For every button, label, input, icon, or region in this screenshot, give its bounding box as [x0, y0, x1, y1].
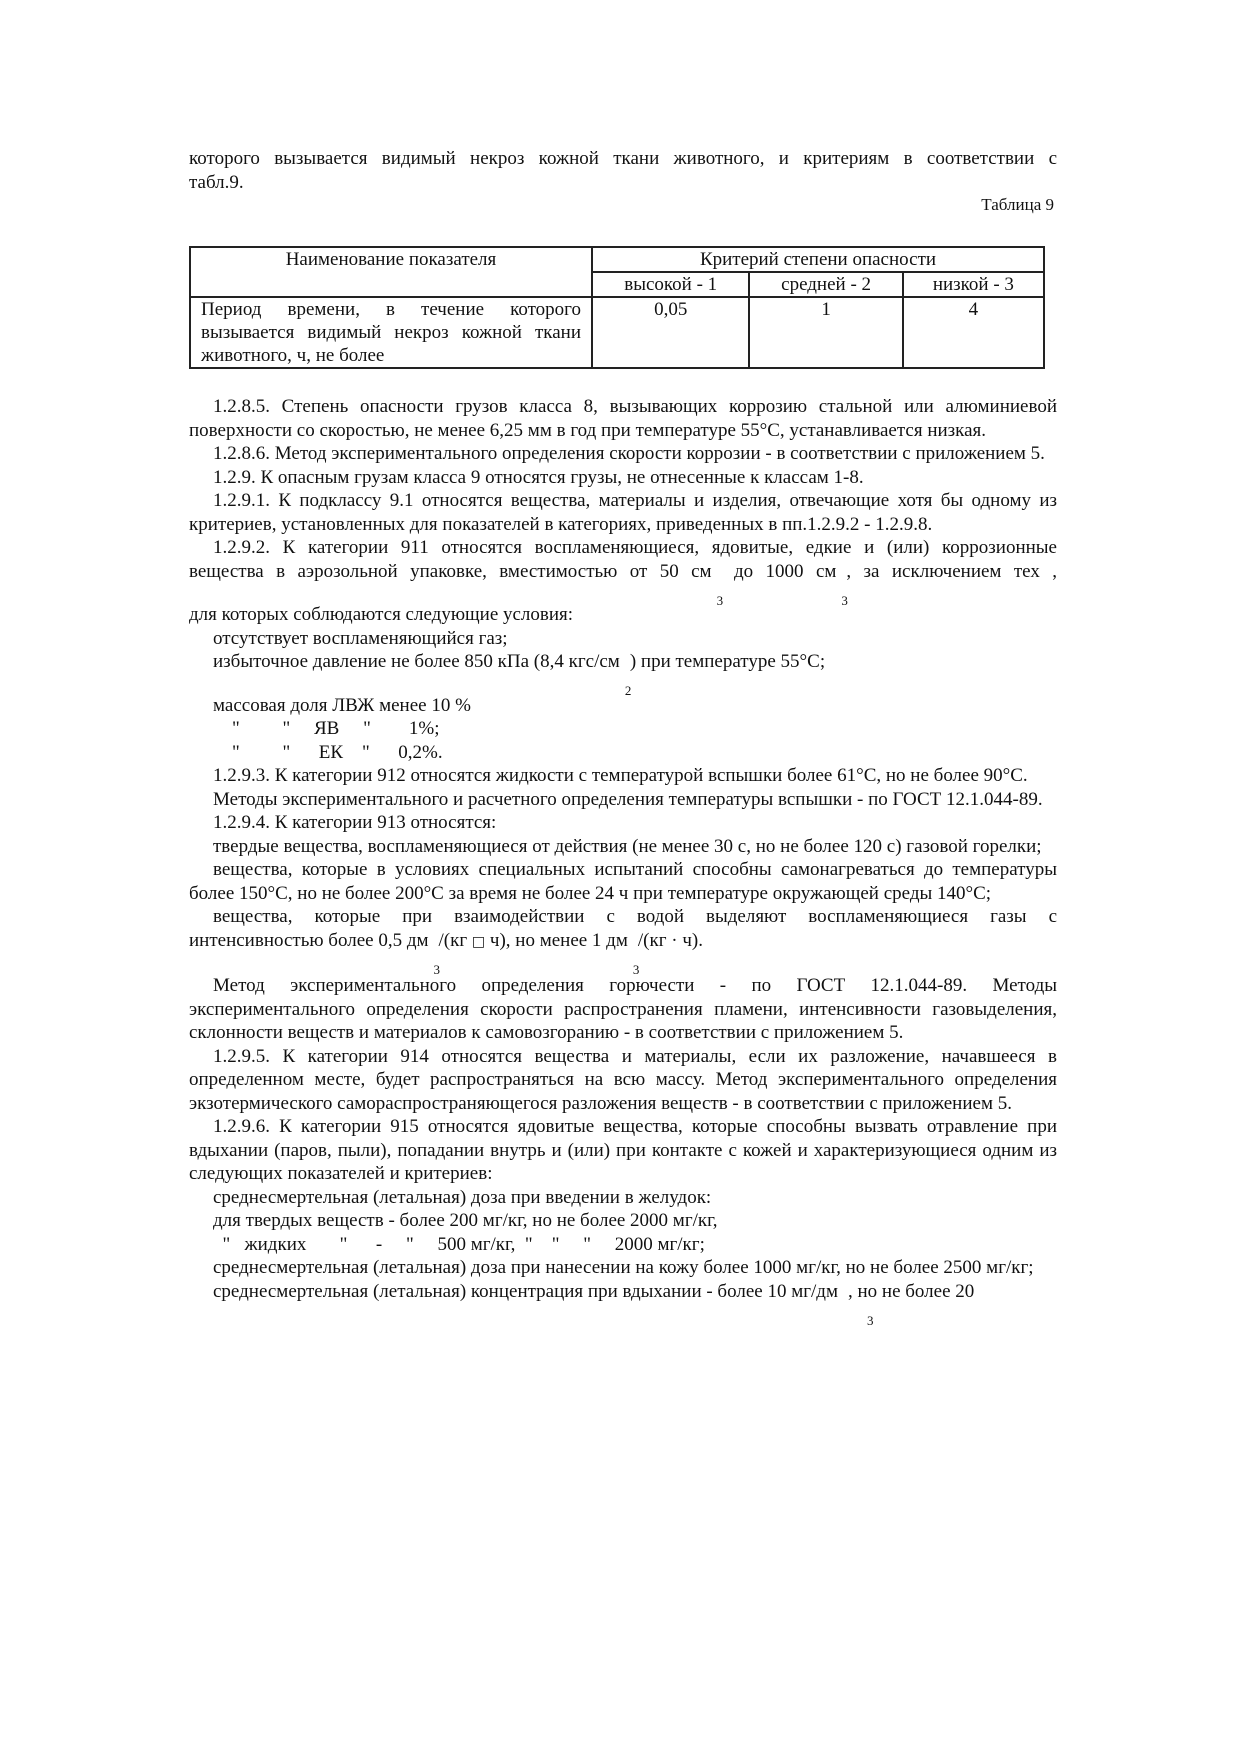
paragraph-915-liquid: " жидких " - " 500 мг/кг, " " " 2000 мг/кг; [213, 1233, 705, 1255]
pressure-text-b: ) при температуре 55°С; [629, 651, 826, 672]
table-subheader-high: высокой - 1 [592, 272, 749, 297]
paragraph-913-self-heating: вещества, которые в условиях специальных испытаний способны самонагреваться до температуры более 150°С, но не более 200°С за время не более 24 ч при температуре окружающей среды 140°С; [189, 859, 1057, 904]
condition-yav: " " ЯВ " 1%; [213, 718, 440, 739]
table-header-name: Наименование показателя [190, 247, 592, 297]
paragraph-methods-flash: Методы экспериментального и расчетного определения температуры вспышки - по ГОСТ 12.1.044-89. [213, 788, 1043, 810]
condition-ek: " " ЕК " 0,2%. [213, 741, 443, 763]
document-page [189, 147, 1057, 1328]
paragraph-915-dermal: среднесмертельная (летальная) доза при нанесении на кожу более 1000 мг/кг, но не более 2500 мг/кг; [213, 1257, 1034, 1278]
aerosol-text-c: , за исключением тех , [846, 560, 1057, 582]
aerosol-text-b: до 1000 см [721, 560, 837, 582]
paragraph-915-oral: среднесмертельная (летальная) доза при введении в желудок: [213, 1186, 712, 1208]
paragraph-913-water-line-2 [189, 929, 1057, 977]
aerosol-text-a: вещества в аэрозольной упаковке, вместимостью от 50 см [189, 560, 712, 582]
table-cell-high: 0,05 [592, 297, 749, 368]
table-cell-medium: 1 [749, 297, 902, 368]
cubic-superscript: 3 [433, 961, 441, 977]
pressure-text-a: избыточное давление не более 850 кПа (8,4 кгс/см [213, 651, 620, 672]
paragraph-1-2-9-1: 1.2.9.1. К подклассу 9.1 относятся вещества, материалы и изделия, отвечающие хотя бы одному из критериев, установленных для показателей в категориях, приведенных в пп.1.2.9.2 - 1.2.9.8. [189, 490, 1057, 535]
hazard-criteria-table [189, 246, 1045, 369]
cubic-superscript: 3 [716, 592, 724, 608]
water-text-c: ч), но менее 1 дм [485, 929, 628, 951]
square-superscript: 2 [624, 683, 632, 698]
condition-pressure [213, 650, 1057, 698]
paragraph-915-solid: для твердых веществ - более 200 мг/кг, но не более 2000 мг/кг, [213, 1210, 718, 1231]
table-caption: Таблица 9 [981, 195, 1054, 214]
paragraph-915-inhalation [189, 1280, 1057, 1328]
water-text-d: /(кг · ч). [637, 929, 703, 951]
paragraph-913-solid: твердые вещества, воспламеняющиеся от действия (не менее 30 с, но не более 120 с) газовой горелки; [213, 835, 1042, 857]
table-subheader-low: низкой - 3 [903, 272, 1044, 297]
paragraph-1-2-8-5: 1.2.8.5. Степень опасности грузов класса 8, вызывающих коррозию стальной или алюминиевой поверхности со скоростью, не менее 6,25 мм в год при температуре 55°С, устанавливается низкая. [189, 396, 1057, 441]
condition-gas: отсутствует воспламеняющийся газ; [213, 627, 508, 649]
table-cell-low: 4 [903, 297, 1044, 368]
intro-line-1: которого вызывается видимый некроз кожной ткани животного, и критериям в соответствии с [189, 148, 1057, 169]
table-row-name: Период времени, в течение которого вызывается видимый некроз кожной ткани животного, ч, не более [190, 297, 592, 368]
water-text-a: интенсивностью более 0,5 дм [189, 929, 429, 951]
water-text-b: /(кг [438, 929, 472, 951]
paragraph-methods-913: Метод экспериментального определения горючести - по ГОСТ 12.1.044-89. Методы экспериментального определения скорости распространения пламени, интенсивности газовыделения, склонности веществ и материалов к самовозгоранию - в соответствии с приложением 5. [189, 975, 1057, 1043]
paragraph-1-2-9: 1.2.9. К опасным грузам класса 9 относятся грузы, не отнесенные к классам 1-8. [213, 466, 864, 488]
inhalation-text-a: среднесмертельная (летальная) концентрация при вдыхании - более 10 мг/дм [213, 1280, 838, 1302]
inhalation-text-b: , но не более 20 [848, 1280, 975, 1302]
paragraph-1-2-9-2-line-2 [189, 560, 1057, 608]
cubic-superscript: 3 [867, 1312, 874, 1328]
paragraph-1-2-9-5: 1.2.9.5. К категории 914 относятся вещества и материалы, если их разложение, начавшееся в определенном месте, будет распространяться на всю массу. Метод экспериментального определения экзотермического самораспространяющегося разложения веществ - в соответствии с приложением 5. [189, 1045, 1057, 1114]
paragraph-1-2-9-6: 1.2.9.6. К категории 915 относятся ядовитые вещества, которые способны вызвать отравление при вдыхании (паров, пыли), попадании внутрь и (или) при контакте с кожей и характеризующиеся одним из следующих показателей и критериев: [189, 1116, 1057, 1184]
paragraph-913-water-line-1: вещества, которые при взаимодействии с водой выделяют воспламеняющиеся газы с [213, 906, 1057, 927]
paragraph-1-2-8-6: 1.2.8.6. Метод экспериментального определения скорости коррозии - в соответствии с приложением 5. [213, 443, 1045, 464]
table-header-criteria: Критерий степени опасности [592, 247, 1044, 272]
cubic-superscript: 3 [632, 961, 640, 977]
table-subheader-medium: средней - 2 [749, 272, 902, 297]
table-row [190, 297, 1044, 368]
paragraph-1-2-9-4: 1.2.9.4. К категории 913 относятся: [213, 812, 497, 833]
intro-line-2: табл.9. [189, 171, 244, 193]
missing-glyph-box: □ [471, 933, 486, 950]
condition-lvzh: массовая доля ЛВЖ менее 10 % [213, 694, 471, 716]
paragraph-1-2-9-2-line-1: 1.2.9.2. К категории 911 относятся воспламеняющиеся, ядовитые, едкие и (или) коррозионные [213, 537, 1057, 558]
paragraph-1-2-9-2-line-3: для которых соблюдаются следующие условия: [189, 604, 574, 625]
paragraph-1-2-9-3: 1.2.9.3. К категории 912 относятся жидкости с температурой вспышки более 61°С, но не более 90°С. [213, 765, 1028, 786]
cubic-superscript: 3 [841, 592, 848, 608]
